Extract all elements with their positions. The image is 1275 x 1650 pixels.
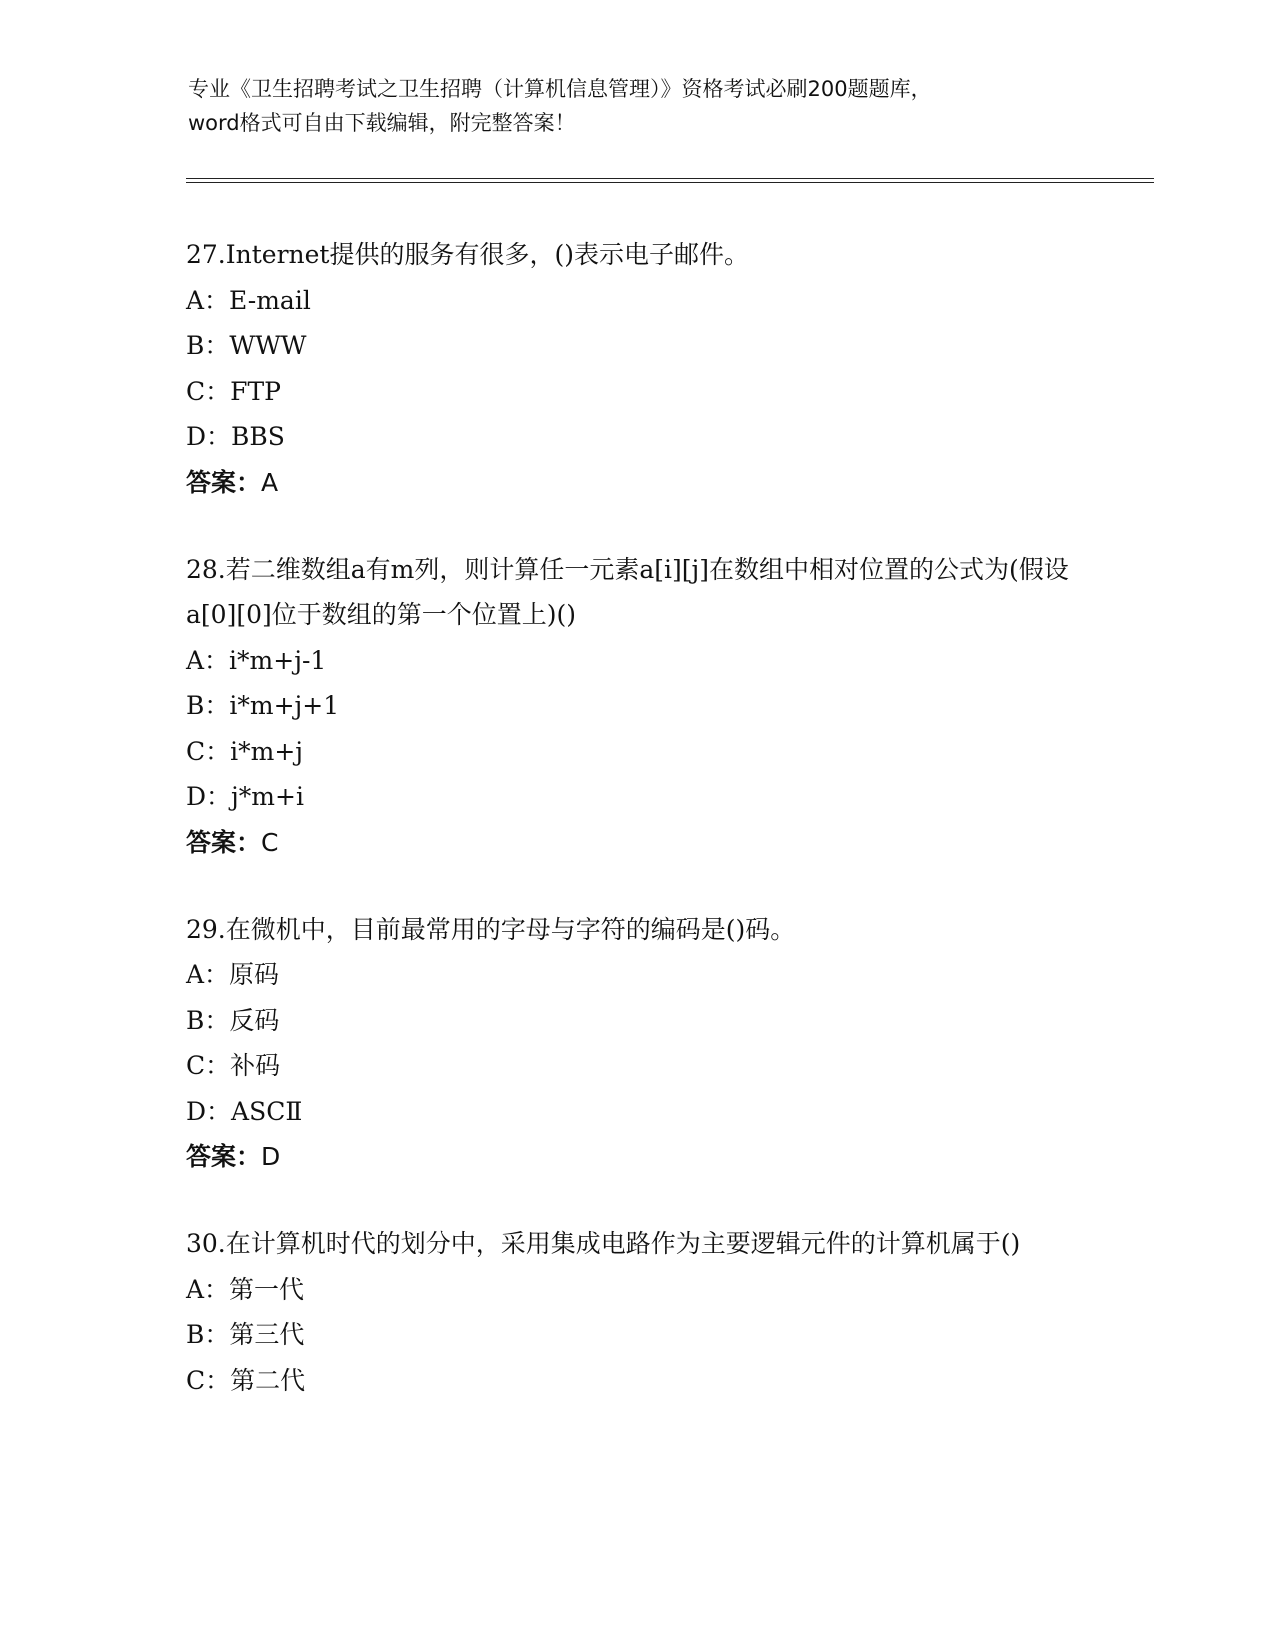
question-list — [186, 232, 1086, 1445]
option-b: B：i*m+j+1 — [186, 691, 340, 720]
header-rule-bottom — [186, 182, 1154, 183]
option-c: C：FTP — [186, 376, 281, 406]
question-27 — [186, 232, 1086, 505]
option-b: B：第三代 — [186, 1320, 305, 1349]
option-d: D：j*m+i — [186, 782, 304, 811]
header-line-1: 专业《卫生招聘考试之卫生招聘（计算机信息管理）》资格考试必刷200题题库， — [188, 77, 932, 101]
option-b: B：反码 — [186, 1005, 280, 1035]
answer-value: A — [261, 467, 279, 497]
question-28 — [186, 547, 1086, 865]
option-a: A：第一代 — [186, 1274, 305, 1304]
question-stem: 28.若二维数组a有m列，则计算任一元素a[i][j]在数组中相对位置的公式为(假设a[0][0]位于数组的第一个位置上)() — [186, 554, 1069, 629]
answer-line — [186, 820, 1086, 865]
header-line-2: word格式可自由下载编辑，附完整答案！ — [188, 111, 576, 135]
option-d: D：ASCⅡ — [186, 1096, 303, 1126]
option-a: A：原码 — [186, 960, 280, 989]
option-c: C：第二代 — [186, 1365, 306, 1395]
answer-line — [186, 460, 1086, 505]
answer-label: 答案： — [186, 1142, 262, 1171]
answer-label: 答案： — [186, 827, 262, 857]
option-a: A：i*m+j-1 — [186, 645, 327, 675]
header-rule-top — [186, 178, 1154, 179]
option-c: C：补码 — [186, 1051, 281, 1080]
option-b: B：WWW — [186, 331, 307, 360]
question-stem: 30.在计算机时代的划分中，采用集成电路作为主要逻辑元件的计算机属于() — [186, 1229, 1021, 1258]
question-stem: 27.Internet提供的服务有很多，()表示电子邮件。 — [186, 240, 749, 269]
answer-value: C — [261, 827, 279, 857]
option-c: C：i*m+j — [186, 736, 304, 766]
answer-value: D — [261, 1142, 281, 1171]
document-header — [188, 72, 1088, 140]
answer-label: 答案： — [186, 467, 262, 497]
option-d: D：BBS — [186, 422, 285, 451]
question-30 — [186, 1221, 1086, 1403]
option-a: A：E-mail — [186, 285, 311, 315]
question-stem: 29.在微机中，目前最常用的字母与字符的编码是()码。 — [186, 914, 796, 944]
question-29 — [186, 907, 1086, 1180]
answer-line — [186, 1134, 1086, 1179]
